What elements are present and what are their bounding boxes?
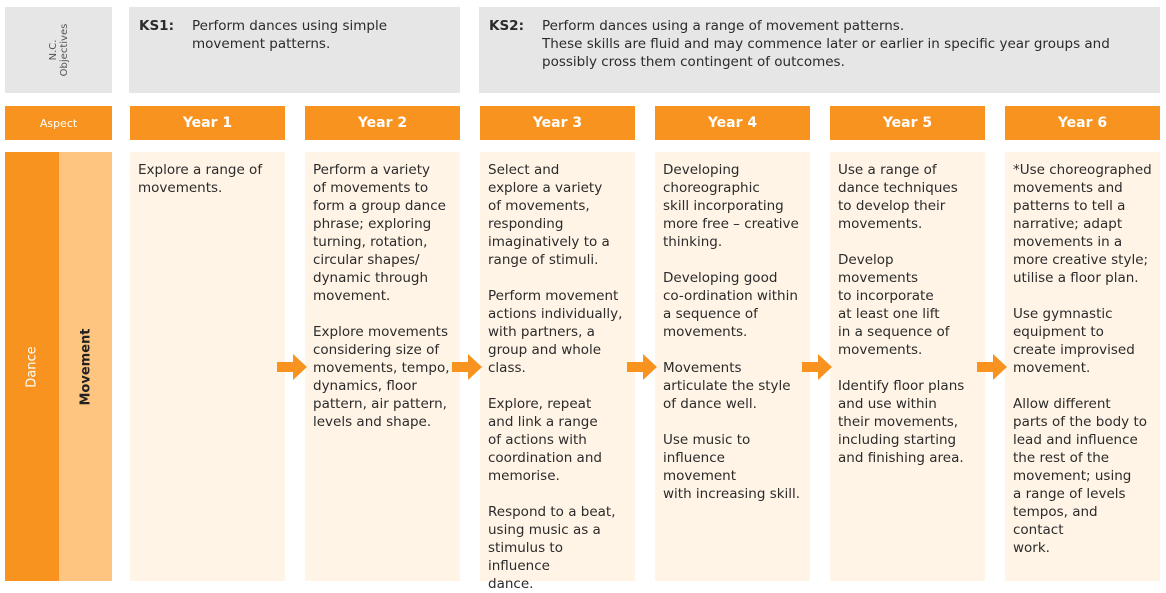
year-4-header: Year 4 (655, 106, 810, 140)
ks1-text: Perform dances using simple movement patterns. (192, 18, 388, 52)
aspect-movement (59, 152, 112, 581)
ks2-objective (479, 7, 1160, 93)
year-1-content: Explore a range of movements. (130, 152, 285, 581)
year-3-content: Select and explore a variety of movements, responding imaginatively to a range of stimuli. Perform movement actions individually, with partners, a group and whole class. Explore, repeat and link a range of actions with coordination and memorise. Respond to a beat, using music as a stimulus to influence dance. (480, 152, 635, 581)
arrow-right-icon (977, 354, 1007, 380)
aspect-movement-label: Movement (78, 328, 93, 405)
year-6-header: Year 6 (1005, 106, 1160, 140)
arrow-right-icon (452, 354, 482, 380)
nc-objectives-label (5, 7, 112, 93)
year-1-header: Year 1 (130, 106, 285, 140)
nc-objectives-text: N.C. Objectives (47, 23, 70, 77)
year-3-header: Year 3 (480, 106, 635, 140)
ks1-code: KS1: (139, 18, 174, 34)
ks1-objective (129, 7, 460, 93)
year-2-header: Year 2 (305, 106, 460, 140)
year-4-content: Developing choreographic skill incorporating more free – creative thinking. Developing good co-ordination within a sequence of movements. Movements articulate the style of dance well. Use music to influence movement with increasing skill. (655, 152, 810, 581)
year-5-header: Year 5 (830, 106, 985, 140)
arrow-right-icon (277, 354, 307, 380)
aspect-dance-label: Dance (24, 345, 40, 388)
aspect-dance (5, 152, 59, 581)
arrow-right-icon (627, 354, 657, 380)
year-5-content: Use a range of dance techniques to develop their movements. Develop movements to incorporate at least one lift in a sequence of movements. Identify floor plans and use within their movements, including starting and finishing area. (830, 152, 985, 581)
ks2-code: KS2: (489, 18, 524, 34)
aspect-header: Aspect (5, 106, 112, 140)
year-6-content: *Use choreographed movements and patterns to tell a narrative; adapt movements in a more creative style; utilise a floor plan. Use gymnastic equipment to create improvised movement. Allow different parts of the body to lead and influence the rest of the movement; using a range of levels tempos, and contact work. (1005, 152, 1160, 581)
ks2-text: Perform dances using a range of movement patterns. These skills are fluid and may commence later or earlier in specific year groups and possibly cross them contingent of outcomes. (542, 18, 1110, 70)
arrow-right-icon (802, 354, 832, 380)
year-2-content: Perform a variety of movements to form a group dance phrase; exploring turning, rotation, circular shapes/ dynamic through movement. Explore movements considering size of movements, tempo, dynamics, floor pattern, air pattern, levels and shape. (305, 152, 460, 581)
